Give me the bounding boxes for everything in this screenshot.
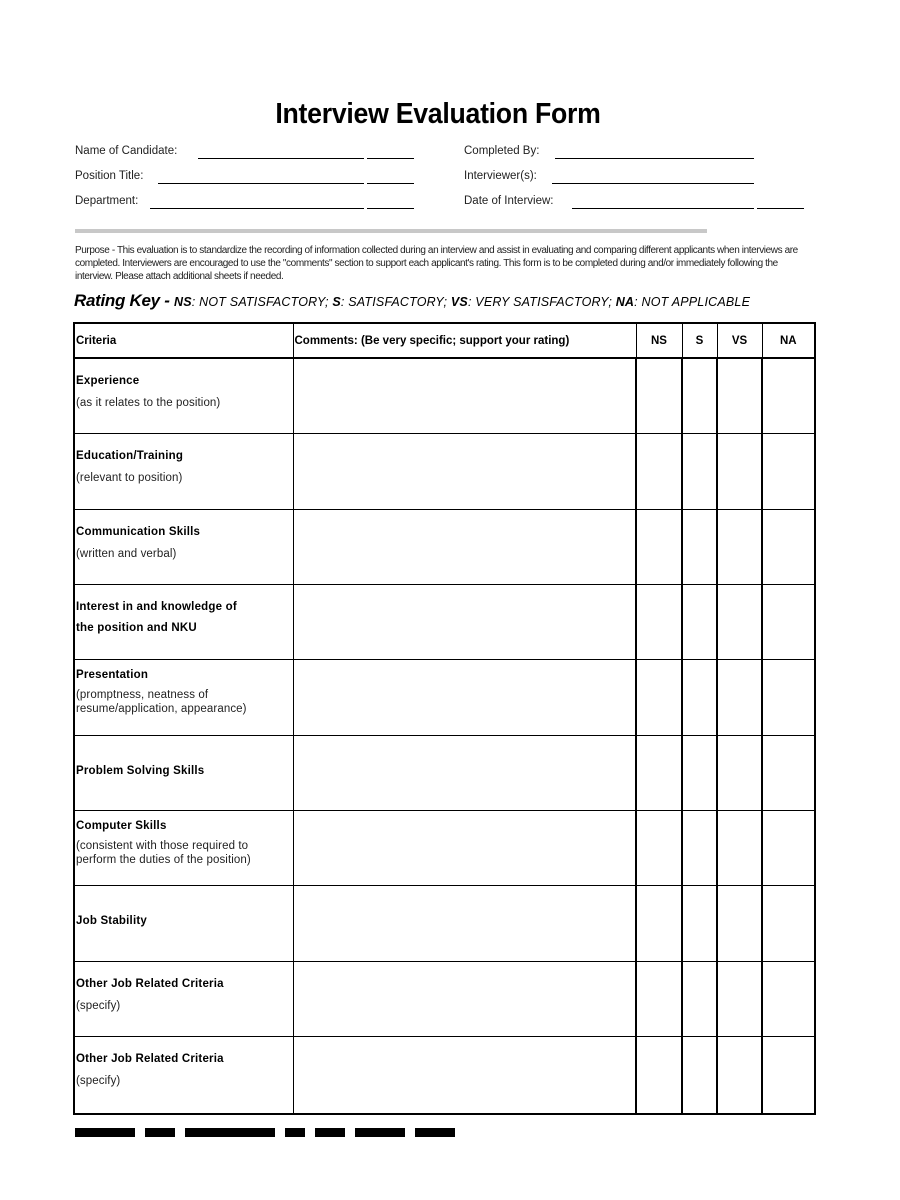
table-row (74, 961, 815, 1036)
table-row (74, 1036, 815, 1114)
rating-key-vs: VS (450, 295, 468, 309)
rating-cell-s[interactable] (682, 810, 717, 885)
header-ns: NS (636, 323, 682, 358)
rating-cell-vs[interactable] (717, 433, 762, 509)
rating-cell-ns[interactable] (636, 358, 682, 433)
criteria-name: Computer Skills (76, 819, 167, 832)
rating-cell-s[interactable] (682, 358, 717, 433)
criteria-name: Job Stability (76, 915, 147, 927)
criteria-description-line2: perform the duties of the position) (76, 853, 251, 866)
rating-cell-vs[interactable] (717, 961, 762, 1036)
rating-cell-ns[interactable] (636, 885, 682, 961)
table-row (74, 659, 815, 735)
rating-cell-vs[interactable] (717, 584, 762, 659)
criteria-description-line2: resume/application, appearance) (76, 702, 247, 715)
rating-cell-na[interactable] (762, 1036, 815, 1114)
rating-key-ns-text: : NOT SATISFACTORY; (191, 295, 333, 309)
criteria-name: Presentation (76, 668, 149, 681)
interviewers-label: Interviewer(s): (464, 170, 537, 182)
rating-cell-ns[interactable] (636, 961, 682, 1036)
header-vs: VS (717, 323, 762, 358)
rating-cell-vs[interactable] (717, 810, 762, 885)
rating-cell-vs[interactable] (717, 885, 762, 961)
rating-key-s-text: : SATISFACTORY; (340, 295, 451, 309)
criteria-cell (74, 433, 293, 509)
rating-cell-na[interactable] (762, 735, 815, 810)
criteria-description: (consistent with those required to (76, 839, 249, 852)
criteria-cell (74, 509, 293, 584)
purpose-text: Purpose - This evaluation is to standardize the recording of information collected during an interview and assist in evaluating and comparing different applicants when interviews are completed. Interviewers are encouraged to use the "comments" section to support each applicant's rating. This form is to be completed during and/or immediately following the interview. Please attach additional sheets if needed. (75, 245, 798, 282)
table-row (74, 584, 815, 659)
rating-cell-s[interactable] (682, 659, 717, 735)
criteria-name: Other Job Related Criteria (76, 1052, 224, 1065)
rating-cell-na[interactable] (762, 659, 815, 735)
criteria-name: Problem Solving Skills (76, 764, 205, 777)
comments-cell[interactable] (293, 810, 636, 885)
criteria-cell (74, 358, 293, 433)
rating-key-vs-text: : VERY SATISFACTORY; (467, 295, 616, 309)
comments-cell[interactable] (293, 584, 636, 659)
comments-cell[interactable] (293, 1036, 636, 1114)
criteria-description: (specify) (76, 1074, 121, 1087)
rating-cell-ns[interactable] (636, 584, 682, 659)
table-row (74, 810, 815, 885)
rating-key-lead: Rating Key - (74, 291, 175, 310)
criteria-cell (74, 584, 293, 659)
rating-cell-vs[interactable] (717, 659, 762, 735)
date-of-interview-label: Date of Interview: (464, 195, 554, 207)
rating-key (74, 291, 750, 311)
rating-cell-na[interactable] (762, 358, 815, 433)
criteria-description: (written and verbal) (76, 547, 177, 560)
rating-cell-ns[interactable] (636, 509, 682, 584)
rating-cell-vs[interactable] (717, 509, 762, 584)
rating-cell-s[interactable] (682, 961, 717, 1036)
criteria-name: Other Job Related Criteria (76, 977, 224, 990)
rating-cell-ns[interactable] (636, 1036, 682, 1114)
rating-cell-ns[interactable] (636, 735, 682, 810)
rating-cell-na[interactable] (762, 433, 815, 509)
header-na: NA (762, 323, 815, 358)
table-row (74, 885, 815, 961)
criteria-description: (specify) (76, 999, 121, 1012)
header-s: S (682, 323, 717, 358)
rating-key-ns: NS (174, 295, 192, 309)
header-comments: Comments: (Be very specific; support your rating) (293, 323, 636, 358)
rating-cell-ns[interactable] (636, 659, 682, 735)
cut-off-text-line (75, 1128, 495, 1137)
rating-cell-s[interactable] (682, 735, 717, 810)
criteria-name: Education/Training (76, 449, 184, 462)
comments-cell[interactable] (293, 961, 636, 1036)
comments-cell[interactable] (293, 509, 636, 584)
criteria-cell (74, 1036, 293, 1114)
header-criteria: Criteria (74, 323, 293, 358)
form-title: Interview Evaluation Form (275, 98, 601, 130)
table-header-row (74, 323, 815, 358)
table-row (74, 433, 815, 509)
rating-key-s: S (332, 295, 341, 309)
section-divider (75, 229, 707, 233)
criteria-name-line2: the position and NKU (76, 621, 197, 634)
comments-cell[interactable] (293, 433, 636, 509)
completed-by-label: Completed By: (464, 145, 540, 157)
rating-cell-na[interactable] (762, 509, 815, 584)
rating-key-na: NA (615, 295, 635, 309)
position-title-label: Position Title: (75, 170, 144, 182)
department-label: Department: (75, 195, 139, 207)
table-row (74, 358, 815, 433)
rating-cell-na[interactable] (762, 961, 815, 1036)
rating-cell-s[interactable] (682, 584, 717, 659)
criteria-cell (74, 961, 293, 1036)
rating-cell-na[interactable] (762, 810, 815, 885)
criteria-cell (74, 659, 293, 735)
table-row (74, 509, 815, 584)
rating-cell-ns[interactable] (636, 433, 682, 509)
rating-key-na-text: : NOT APPLICABLE (634, 295, 751, 309)
criteria-description: (relevant to position) (76, 471, 183, 484)
comments-cell[interactable] (293, 659, 636, 735)
rating-cell-na[interactable] (762, 584, 815, 659)
rating-cell-vs[interactable] (717, 1036, 762, 1114)
comments-cell[interactable] (293, 735, 636, 810)
criteria-cell (74, 810, 293, 885)
criteria-name: Communication Skills (76, 525, 201, 538)
rating-cell-vs[interactable] (717, 358, 762, 433)
criteria-cell (74, 735, 293, 810)
criteria-name: Interest in and knowledge of (76, 600, 237, 613)
name-of-candidate-label: Name of Candidate: (75, 145, 178, 157)
rating-cell-s[interactable] (682, 433, 717, 509)
rating-cell-ns[interactable] (636, 810, 682, 885)
rating-cell-s[interactable] (682, 509, 717, 584)
criteria-cell (74, 885, 293, 961)
evaluation-table (73, 322, 816, 1115)
criteria-description: (as it relates to the position) (76, 397, 221, 409)
rating-cell-s[interactable] (682, 1036, 717, 1114)
table-row (74, 735, 815, 810)
comments-cell[interactable] (293, 885, 636, 961)
rating-cell-vs[interactable] (717, 735, 762, 810)
comments-cell[interactable] (293, 358, 636, 433)
criteria-description: (promptness, neatness of (76, 688, 209, 701)
criteria-name: Experience (76, 375, 140, 387)
rating-cell-na[interactable] (762, 885, 815, 961)
rating-cell-s[interactable] (682, 885, 717, 961)
